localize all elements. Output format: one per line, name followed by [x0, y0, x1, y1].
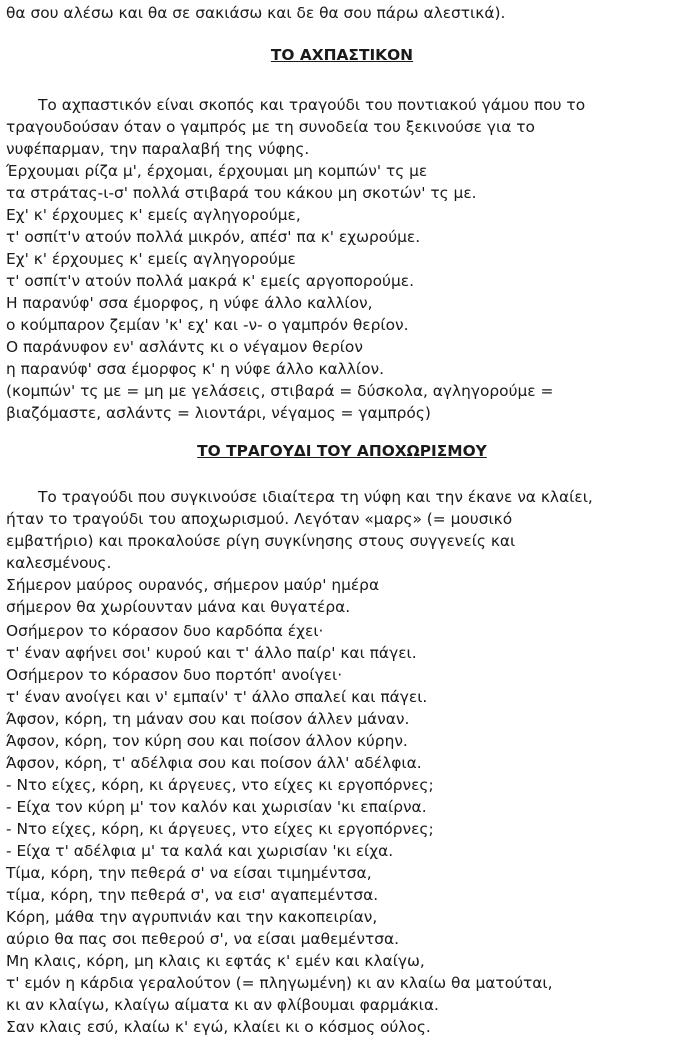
- top-line: θα σου αλέσω και θα σε σακιάσω και δε θα σου πάρω αλεστικά).: [6, 4, 506, 22]
- section1-verse-line: τ' οσπίτ'ν ατούν πολλά μακρά κ' εμείς αργοπορούμε.: [6, 272, 414, 290]
- section2-verse-line: τ' έναν ανοίγει και ν' εμπαίν' τ' άλλο σπαλεί και πάγει.: [6, 688, 428, 706]
- section2-verse-line: Άφσον, κόρη, τη μάναν σου και ποίσον άλλεν μάναν.: [6, 710, 410, 728]
- section1-heading: ΤΟ ΑΧΠΑΣΤΙΚΟΝ: [270, 46, 414, 64]
- section1-intro-line: τραγουδούσαν όταν ο γαμπρός με τη συνοδεία του ξεκινούσε για το: [6, 118, 535, 136]
- section1-verse-line: Εχ' κ' έρχουμες κ' εμείς αγληγορούμε: [6, 250, 296, 268]
- section2-dialogue-line: - Ντο είχες, κόρη, κι άργευες, ντο είχες κι εργοπόρνες;: [6, 776, 434, 794]
- section2-heading: ΤΟ ΤΡΑΓΟΥΔΙ ΤΟΥ ΑΠΟΧΩΡΙΣΜΟΥ: [197, 442, 487, 460]
- section2-intro-line: Το τραγούδι που συγκινούσε ιδιαίτερα τη νύφη και την έκανε να κλαίει,: [38, 488, 593, 506]
- section2-verse-line: Οσήμερον το κόρασον δυο καρδόπα έχει·: [6, 622, 324, 640]
- section2-verse-line: Οσήμερον το κόρασον δυο πορτόπ' ανοίγει·: [6, 666, 343, 684]
- section2-dialogue-line: - Είχα τ' αδέλφια μ' τα καλά και χωρισίαν 'κι είχα.: [6, 842, 394, 860]
- section1-verse-line: τ' οσπίτ'ν ατούν πολλά μικρόν, απέσ' πα κ' εχωρούμε.: [6, 228, 421, 246]
- section1-verse-line: η παρανύφ' σσα έμορφος κ' η νύφε άλλο καλλίον.: [6, 360, 385, 378]
- section2-verse-line: τ' έναν αφήνει σοι' κυρού και τ' άλλο παίρ' και πάγει.: [6, 644, 417, 662]
- section2-verse-line: Σήμερον μαύρος ουρανός, σήμερον μαύρ' ημέρα: [6, 576, 380, 594]
- section1-intro-line: νυφέπαρμαν, την παραλαβή της νύφης.: [6, 140, 310, 158]
- section2-verse-line: τ' εμόν η κάρδια γεραλούτον (= πληγωμένη) κι αν κλαίω θα ματούται,: [6, 974, 553, 992]
- section2-verse-line: τίμα, κόρη, την πεθερά σ', να εισ' αγαπεμέντσα.: [6, 886, 379, 904]
- section2-verse-line: κι αν κλαίγω, κλαίγω αίματα κι αν φλίβουμαι φαρμάκια.: [6, 996, 439, 1014]
- section2-intro-line: ήταν το τραγούδι του αποχωρισμού. Λεγόταν «μαρς» (= μουσικό: [6, 510, 513, 528]
- section2-dialogue-line: - Είχα τον κύρη μ' τον καλόν και χωρισίαν 'κι επαίρνα.: [6, 798, 427, 816]
- section2-verse-line: Σαν κλαις εσύ, κλαίω κ' εγώ, κλαίει κι ο κόσμος ούλος.: [6, 1018, 431, 1036]
- section1-verse-line: Έρχουμαι ρίζα μ', έρχομαι, έρχουμαι μη κομπών' τς με: [6, 162, 428, 180]
- section2-verse-line: Κόρη, μάθα την αγρυπνιάν και την κακοπειρίαν,: [6, 908, 378, 926]
- section1-verse-line: Ο παράνυφον εν' ασλάντς κι ο νέγαμον θερίον: [6, 338, 363, 356]
- section1-verse-line: Η παρανύφ' σσα έμορφος, η νύφε άλλο καλλίον,: [6, 294, 373, 312]
- section2-verse-line: Άφσον, κόρη, τον κύρη σου και ποίσον άλλον κύρην.: [6, 732, 408, 750]
- section2-dialogue-line: - Ντο είχες, κόρη, κι άργευες, ντο είχες κι εργοπόρνες;: [6, 820, 434, 838]
- section1-verse-line: ο κούμπαρον ζεμίαν 'κ' εχ' και -ν- ο γαμπρόν θερίον.: [6, 316, 409, 334]
- section2-intro-line: εμβατήριο) και προκαλούσε ρίγη συγκίνησης στους συγγενείς και: [6, 532, 516, 550]
- section2-verse-line: Άφσον, κόρη, τ' αδέλφια σου και ποίσον άλλ' αδέλφια.: [6, 754, 422, 772]
- section1-verse-line: Εχ' κ' έρχουμες κ' εμείς αγληγορούμε,: [6, 206, 301, 224]
- section2-intro-line: καλεσμένους.: [6, 554, 112, 572]
- section2-verse-line: σήμερον θα χωρίουνταν μάνα και θυγατέρα.: [6, 598, 351, 616]
- section2-verse-line: αύριο θα πας σοι πεθερού σ', να είσαι μαθεμέντσα.: [6, 930, 400, 948]
- section1-gloss-line: βιαζόμαστε, ασλάντς = λιοντάρι, νέγαμος = γαμπρός): [6, 404, 431, 422]
- section1-verse-line: τα στράτας-ι-σ' πολλά στιβαρά του κάκου μη σκοτών' τς με.: [6, 184, 477, 202]
- section1-gloss-line: (κομπών' τς με = μη με γελάσεις, στιβαρά = δύσκολα, αγληγορούμε =: [6, 382, 554, 400]
- section2-verse-line: Τίμα, κόρη, την πεθερά σ' να είσαι τιμημέντσα,: [6, 864, 372, 882]
- section2-verse-line: Μη κλαις, κόρη, μη κλαις κι εφτάς κ' εμέν και κλαίγω,: [6, 952, 425, 970]
- section1-intro-line: Το αχπαστικόν είναι σκοπός και τραγούδι του ποντιακού γάμου που το: [38, 96, 586, 114]
